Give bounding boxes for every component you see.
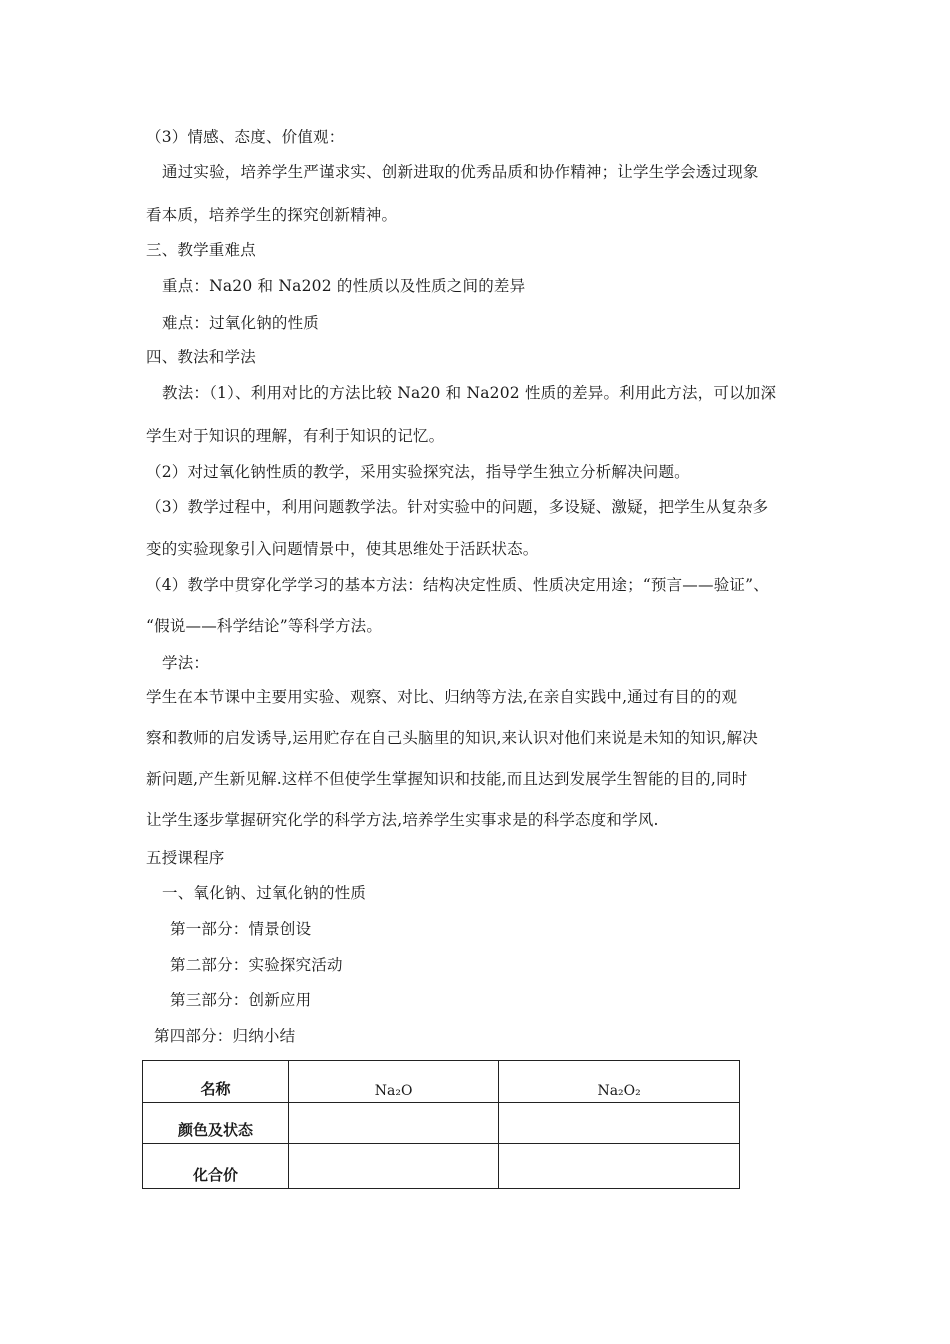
line-part-1: 第一部分：情景创设 [170,920,312,938]
section-heading-5: 五授课程序 [146,849,225,867]
comparison-table [142,1060,740,1189]
line-method-3: （3）教学过程中，利用问题教学法。针对实验中的问题，多设疑、激疑，把学生从复杂多 [146,498,769,516]
line-part-4: 第四部分：归纳小结 [154,1027,296,1045]
table-cell-empty [289,1144,499,1189]
line-study-3: 新问题,产生新见解.这样不但使学生掌握知识和技能,而且达到发展学生智能的目的,同时 [146,770,748,788]
table-label-color-state: 颜色及状态 [143,1103,289,1144]
line-method-1: 教法：（1）、利用对比的方法比较 Na20 和 Na202 性质的差异。利用此方法，可以加深 [162,384,777,402]
table-row [143,1144,740,1189]
table-cell-empty [499,1144,740,1189]
table-header-na2o2: Na₂O₂ [499,1061,740,1103]
line-study-2: 察和教师的启发诱导,运用贮存在自己头脑里的知识,来认识对他们来说是未知的知识,解决 [146,729,758,747]
line-study-heading: 学法： [162,654,210,672]
line-study-1: 学生在本节课中主要用实验、观察、对比、归纳等方法,在亲自实践中,通过有目的的观 [146,688,738,706]
table-row [143,1061,740,1103]
section-heading-4: 四、教法和学法 [146,348,256,366]
line-key-point: 重点：Na20 和 Na202 的性质以及性质之间的差异 [162,277,526,295]
section-heading-3: 三、教学重难点 [146,241,256,259]
line-method-3b: 变的实验现象引入问题情景中，使其思维处于活跃状态。 [146,540,539,558]
line-method-4: （4）教学中贯穿化学学习的基本方法：结构决定性质、性质决定用途；“预言——验证”、 [146,576,769,594]
line-method-2: （2）对过氧化钠性质的教学，采用实验探究法，指导学生独立分析解决问题。 [146,463,690,481]
table-cell-empty [499,1103,740,1144]
table-label-valence: 化合价 [143,1144,289,1189]
table-header-name: 名称 [143,1061,289,1103]
line-difficult-point: 难点：过氧化钠的性质 [162,314,320,332]
line-affect-body-2: 看本质，培养学生的探究创新精神。 [146,206,398,224]
line-affect-heading: （3）情感、态度、价值观： [146,128,345,146]
line-program-1: 一、氧化钠、过氧化钠的性质 [162,884,367,902]
table-cell-empty [289,1103,499,1144]
table-row [143,1103,740,1144]
line-affect-body-1: 通过实验，培养学生严谨求实、创新进取的优秀品质和协作精神；让学生学会透过现象 [162,163,759,181]
line-part-3: 第三部分：创新应用 [170,991,312,1009]
line-study-4: 让学生逐步掌握研究化学的科学方法,培养学生实事求是的科学态度和学风. [146,811,659,829]
line-method-1b: 学生对于知识的理解，有利于知识的记忆。 [146,427,445,445]
line-part-2: 第二部分：实验探究活动 [170,956,343,974]
line-method-4b: “假说——科学结论”等科学方法。 [146,617,383,635]
table-header-na2o: Na₂O [289,1061,499,1103]
